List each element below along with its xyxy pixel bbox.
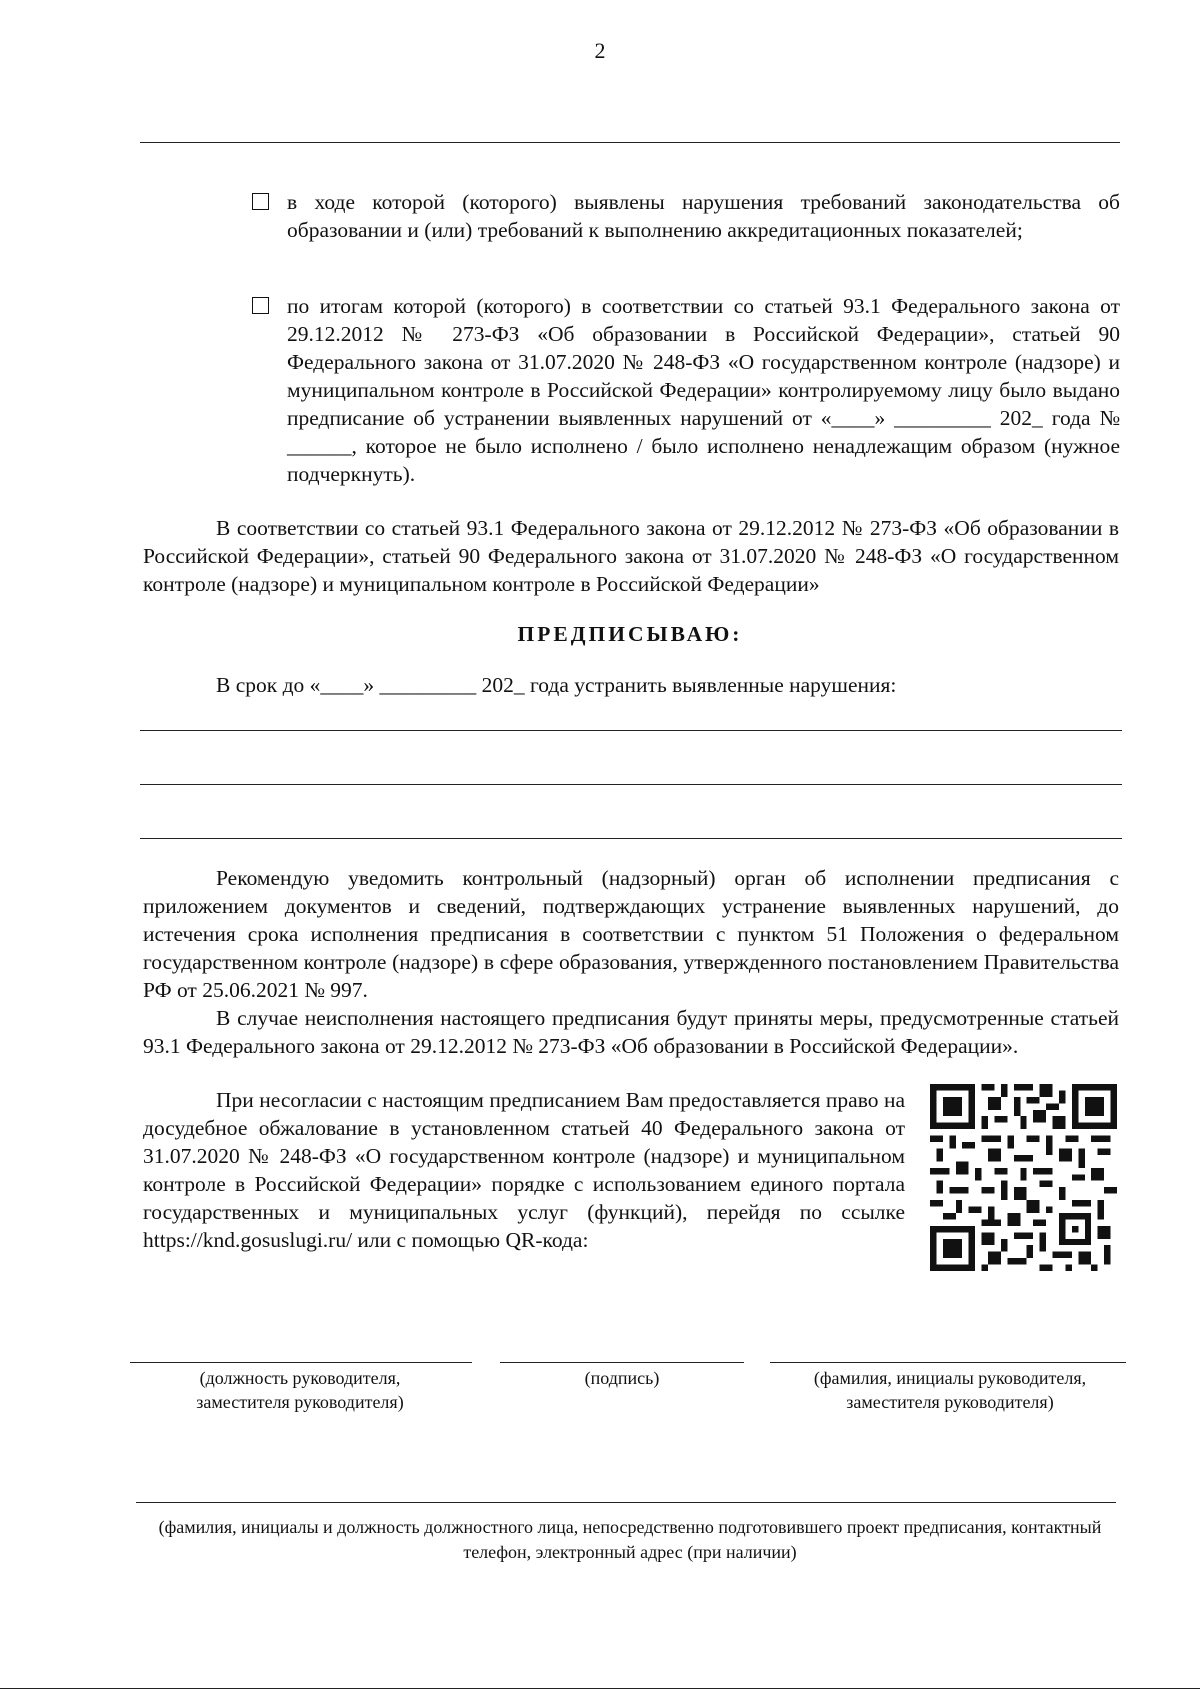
signature-line-name — [770, 1362, 1126, 1363]
violations-blank-line — [140, 784, 1122, 785]
non-compliance-paragraph: В случае неисполнения настоящего предписания будут приняты меры, предусмотренные статьей 93.1 Федерального закона от 29.12.2012 № 273-ФЗ «Об образовании в Российской Федерации». — [143, 1006, 1119, 1058]
header-rule — [140, 142, 1120, 143]
preparer-label: (фамилия, инициалы и должность должностного лица, непосредственно подготовившего проект предписания, контактный телефон, электронный адрес (при наличии) — [158, 1517, 1102, 1562]
deadline-line: В срок до «____» _________ 202_ года устранить выявленные нарушения: — [216, 673, 897, 697]
signature-line-sign — [500, 1362, 744, 1363]
signature-label: (подпись) — [584, 1368, 660, 1388]
recommendation-paragraph: Рекомендую уведомить контрольный (надзорный) орган об исполнении предписания с приложением документов и сведений, подтверждающих устранение выявленных нарушений, до истечения срока исполнения предписания в соответствии с пунктом 51 Положения о федеральном государственном контроле (надзоре) в сфере образования, утвержденного постановлением Правительства РФ от 25.06.2021 № 997. — [143, 866, 1119, 1002]
checkbox-item-violations — [253, 188, 1120, 244]
violations-blank-line — [140, 838, 1122, 839]
order-heading: ПРЕДПИСЫВАЮ: — [517, 622, 743, 646]
checkbox-item-text: по итогам которой (которого) в соответствии со статьей 93.1 Федерального закона от 29.12.2012 № 273-ФЗ «Об образовании в Российской Федерации», статьей 90 Федерального закона от 31.07.2020 № 248-ФЗ «О государственном контроле (надзоре) и муниципальном контроле в Российской Федерации» контролируемому лицу было выдано предписание об устранении выявленных нарушений от «____» _________ 202_ года № ______, которое не было исполнено / было исполнено ненадлежащим образом (нужное подчеркнуть). — [287, 294, 1120, 486]
preparer-line — [136, 1502, 1116, 1503]
preamble-paragraph: В соответствии со статьей 93.1 Федерального закона от 29.12.2012 № 273-ФЗ «Об образовании в Российской Федерации», статьей 90 Федерального закона от 31.07.2020 № 248-ФЗ «О государственном контроле (надзоре) и муниципальном контроле в Российской Федерации» — [143, 516, 1119, 596]
checkbox-item-text: в ходе которой (которого) выявлены нарушения требований законодательства об образовании и (или) требований к выполнению аккредитационных показателей; — [287, 190, 1120, 242]
signature-line-position — [130, 1362, 472, 1363]
bottom-edge-line — [0, 1688, 1200, 1689]
checkbox[interactable] — [252, 297, 269, 314]
page-number: 2 — [594, 38, 606, 63]
qr-code-icon[interactable] — [930, 1080, 1117, 1275]
violations-blank-line — [140, 730, 1122, 731]
name-label: (фамилия, инициалы руководителя, заместителя руководителя) — [813, 1368, 1087, 1412]
checkbox-item-previous-order — [253, 292, 1120, 488]
appeal-paragraph: При несогласии с настоящим предписанием Вам предоставляется право на досудебное обжалование в установленном статьей 40 Федерального закона от 31.07.2020 № 248-ФЗ «О государственном контроле (надзоре) и муниципальном контроле в Российской Федерации» порядке с использованием единого портала государственных и муниципальных услуг (функций), перейдя по ссылке https://knd.gosuslugi.ru/ или с помощью QR-кода: — [143, 1088, 905, 1252]
checkbox[interactable] — [252, 193, 269, 210]
position-label: (должность руководителя, заместителя руководителя) — [196, 1368, 404, 1412]
